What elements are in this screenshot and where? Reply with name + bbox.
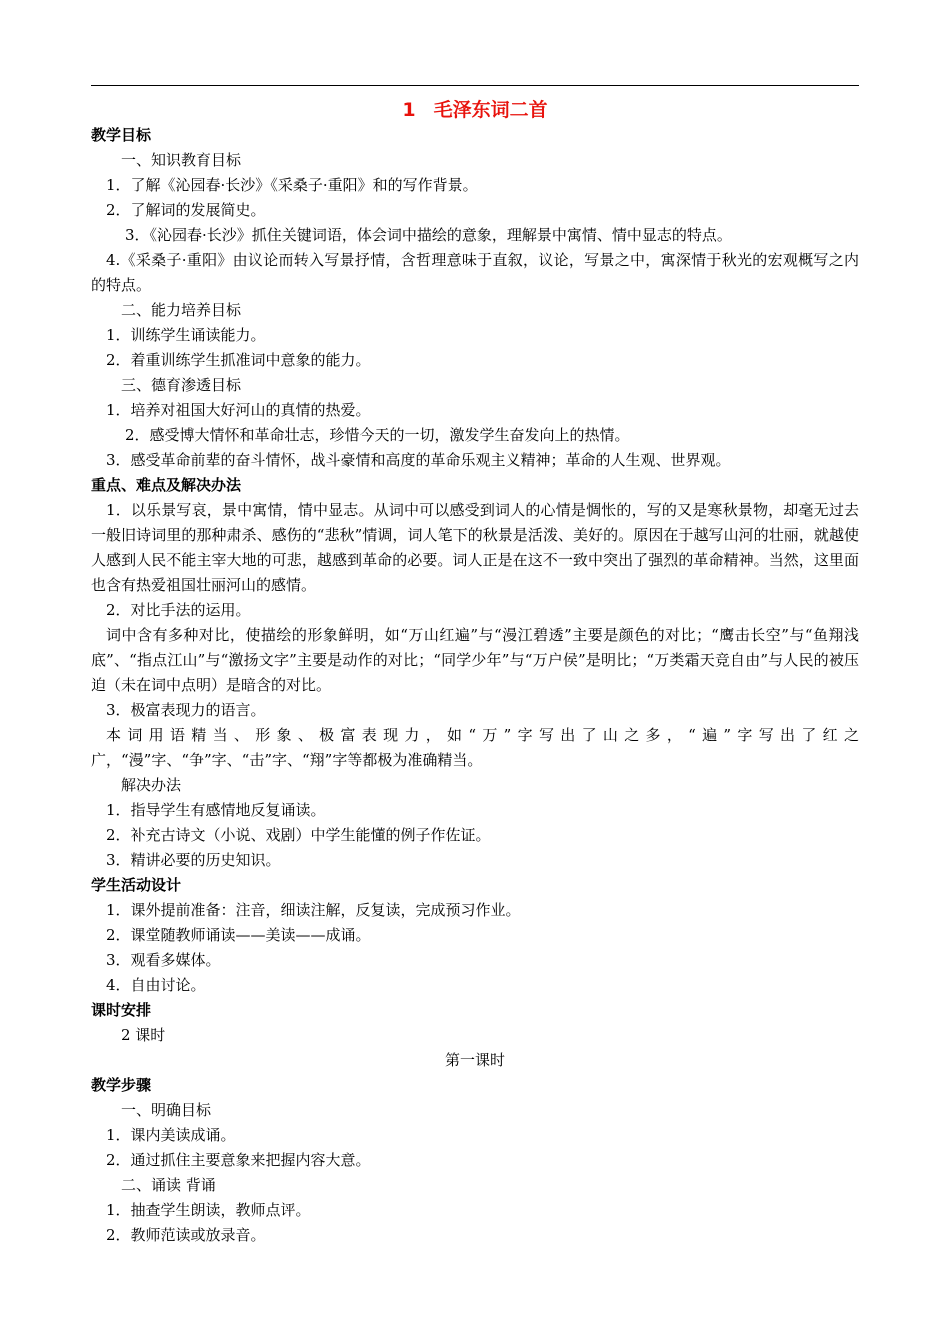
- goals-list: [91, 148, 859, 248]
- steps-heading: 教学步骤: [91, 1076, 152, 1094]
- activity-item: 3．观看多媒体。: [106, 951, 221, 969]
- goal-item: 1．训练学生诵读能力。: [106, 326, 266, 344]
- title-text: 毛泽东词二首: [433, 99, 548, 121]
- goal-item: 一、知识教育目标: [121, 151, 242, 169]
- step-item: 二、诵读 背诵: [121, 1176, 216, 1194]
- goal-item: 3．感受革命前辈的奋斗情怀，战斗豪情和高度的革命乐观主义精神；革命的人生观、世界观。: [106, 451, 731, 469]
- goal-4: 4.《采桑子·重阳》由议论而转入写景抒情，含哲理意味于直叙，议论，写景之中，寓深情于秋光的宏观概写之内的特点。: [91, 251, 859, 294]
- activities-list: [91, 898, 859, 998]
- key-heading: 重点、难点及解决办法: [91, 476, 242, 494]
- solution-item: 3．精讲必要的历史知识。: [106, 851, 281, 869]
- key-paragraph-3: 本词用语精当、形象、极富表现力，如“万”字写出了山之多，“遍”字写出了红之广，“漫”字、“争”字、“击”字、“翔”字等都极为准确精当。: [91, 726, 859, 769]
- goals-heading: 教学目标: [91, 126, 152, 144]
- document-body: [91, 123, 859, 1248]
- key-item-3: 3．极富表现力的语言。: [106, 701, 266, 719]
- goal-item: 1．培养对祖国大好河山的真情的热爱。: [106, 401, 371, 419]
- activity-item: 1．课外提前准备：注音，细读注解，反复读，完成预习作业。: [106, 901, 521, 919]
- goal-item: 3．《沁园春·长沙》抓住关键词语，体会词中描绘的意象，理解景中寓情、情中显志的特点。: [125, 226, 732, 244]
- solution-item: 1．指导学生有感情地反复诵读。: [106, 801, 326, 819]
- goal-item: 2．感受博大情怀和革命壮志，珍惜今天的一切，激发学生奋发向上的热情。: [125, 426, 630, 444]
- goal-item: 2．着重训练学生抓准词中意象的能力。: [106, 351, 371, 369]
- top-rule: [91, 85, 859, 86]
- goal-item: 2．了解词的发展简史。: [106, 201, 266, 219]
- title-number: 1: [402, 99, 416, 121]
- goals-list-b: [91, 298, 859, 473]
- activity-item: 2．课堂随教师诵读——美读——成诵。: [106, 926, 371, 944]
- page-title: [91, 97, 859, 123]
- solution-item: 解决办法: [121, 776, 182, 794]
- goal-item: 三、德育渗透目标: [121, 376, 242, 394]
- activity-heading: 学生活动设计: [91, 876, 182, 894]
- step-item: 2．教师范读或放录音。: [106, 1226, 266, 1244]
- schedule-heading: 课时安排: [91, 1001, 152, 1019]
- step-item: 2．通过抓住主要意象来把握内容大意。: [106, 1151, 371, 1169]
- step-item: 一、明确目标: [121, 1101, 212, 1119]
- key-item-2: 2．对比手法的运用。: [106, 601, 251, 619]
- solution-item: 2．补充古诗文（小说、戏剧）中学生能懂的例子作佐证。: [106, 826, 491, 844]
- steps-list: [91, 1098, 859, 1248]
- key-paragraph-2: 词中含有多种对比，使描绘的形象鲜明，如“万山红遍”与“漫江碧透”主要是颜色的对比；“鹰击长空”与“鱼翔浅底”、“指点江山”与“激扬文字”主要是动作的对比；“同学少年”与“万户侯”是明比；“万类霜天竞自由”与人民的被压迫（未在词中点明）是暗含的对比。: [91, 626, 859, 694]
- key-paragraph-1: 1．以乐景写哀，景中寓情，情中显志。从词中可以感受到词人的心情是惆怅的，写的又是寒秋景物，却毫无过去一般旧诗词里的那种肃杀、感伤的“悲秋”情调，词人笔下的秋景是活泼、美好的。原因在于越写山河的壮丽，就越使人感到人民不能主宰大地的可悲，越感到革命的必要。词人正是在这不一致中突出了强烈的革命精神。当然，这里面也含有热爱祖国壮丽河山的感情。: [91, 501, 859, 594]
- lesson-title: 第一课时: [444, 1051, 505, 1069]
- solutions-list: [91, 773, 859, 873]
- schedule-value: 2 课时: [121, 1026, 166, 1044]
- activity-item: 4．自由讨论。: [106, 976, 206, 994]
- step-item: 1．抽查学生朗读，教师点评。: [106, 1201, 311, 1219]
- goal-item: 1．了解《沁园春·长沙》《采桑子·重阳》和的写作背景。: [106, 176, 478, 194]
- goal-item: 二、能力培养目标: [121, 301, 242, 319]
- step-item: 1．课内美读成诵。: [106, 1126, 236, 1144]
